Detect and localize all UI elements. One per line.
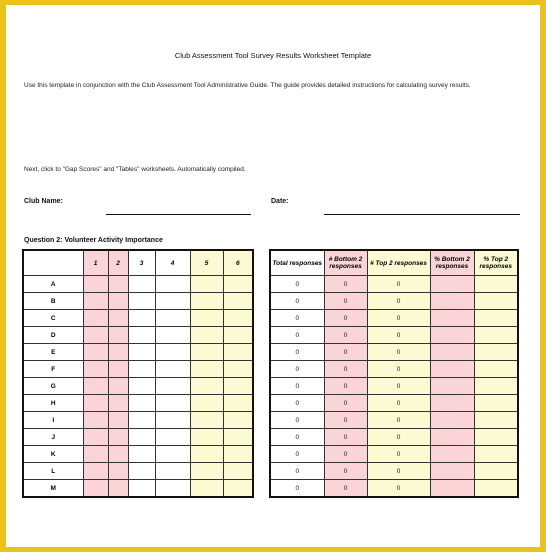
response-cell[interactable] bbox=[155, 293, 190, 310]
table-row bbox=[270, 378, 518, 395]
summary-cell bbox=[474, 463, 518, 480]
response-cell[interactable] bbox=[223, 293, 253, 310]
response-cell[interactable] bbox=[190, 344, 223, 361]
response-cell[interactable] bbox=[108, 276, 128, 293]
response-cell[interactable] bbox=[128, 276, 155, 293]
response-cell[interactable] bbox=[155, 446, 190, 463]
summary-cell bbox=[474, 429, 518, 446]
response-cell[interactable] bbox=[190, 361, 223, 378]
intro-text: Use this template in conjunction with the Club Assessment Tool Administrative Guide. The guide provides detailed instructions for calculating survey results. bbox=[24, 82, 471, 89]
response-cell[interactable] bbox=[155, 480, 190, 498]
response-cell[interactable] bbox=[223, 361, 253, 378]
response-cell[interactable] bbox=[190, 395, 223, 412]
summary-cell: 0 bbox=[367, 480, 430, 498]
summary-cell bbox=[430, 463, 474, 480]
summary-cell bbox=[474, 361, 518, 378]
summary-cell bbox=[430, 480, 474, 498]
summary-header-0: Total responses bbox=[270, 250, 324, 276]
response-cell[interactable] bbox=[223, 378, 253, 395]
summary-cell bbox=[430, 395, 474, 412]
question-title: Question 2: Volunteer Activity Importance bbox=[24, 237, 163, 244]
table-row bbox=[23, 480, 253, 498]
response-cell[interactable] bbox=[128, 429, 155, 446]
response-cell[interactable] bbox=[128, 412, 155, 429]
summary-cell: 0 bbox=[367, 446, 430, 463]
date-field[interactable] bbox=[324, 214, 520, 215]
response-cell[interactable] bbox=[83, 395, 108, 412]
summary-cell bbox=[430, 276, 474, 293]
summary-cell: 0 bbox=[270, 293, 324, 310]
summary-cell: 0 bbox=[324, 429, 367, 446]
summary-cell: 0 bbox=[324, 480, 367, 498]
response-cell[interactable] bbox=[128, 480, 155, 498]
summary-cell bbox=[474, 327, 518, 344]
response-cell[interactable] bbox=[223, 446, 253, 463]
summary-cell bbox=[430, 327, 474, 344]
response-cell[interactable] bbox=[190, 412, 223, 429]
summary-cell bbox=[474, 480, 518, 498]
summary-cell: 0 bbox=[324, 344, 367, 361]
response-cell[interactable] bbox=[223, 395, 253, 412]
response-cell[interactable] bbox=[155, 361, 190, 378]
table-row bbox=[270, 276, 518, 293]
summary-cell: 0 bbox=[270, 344, 324, 361]
response-cell[interactable] bbox=[83, 429, 108, 446]
row-label: I bbox=[23, 412, 83, 429]
response-cell[interactable] bbox=[155, 327, 190, 344]
table-row bbox=[23, 395, 253, 412]
summary-cell: 0 bbox=[324, 361, 367, 378]
response-cell[interactable] bbox=[155, 463, 190, 480]
summary-cell bbox=[430, 293, 474, 310]
worksheet bbox=[6, 5, 540, 547]
summary-header-2: # Top 2 responses bbox=[367, 250, 430, 276]
row-label: J bbox=[23, 429, 83, 446]
summary-cell: 0 bbox=[270, 480, 324, 498]
left-header-6: 6 bbox=[223, 250, 253, 276]
summary-cell bbox=[474, 378, 518, 395]
table-row bbox=[270, 327, 518, 344]
table-row bbox=[270, 480, 518, 498]
row-label: B bbox=[23, 293, 83, 310]
summary-cell: 0 bbox=[324, 327, 367, 344]
table-row bbox=[23, 344, 253, 361]
table-row bbox=[23, 446, 253, 463]
summary-cell: 0 bbox=[270, 378, 324, 395]
summary-cell: 0 bbox=[367, 327, 430, 344]
left-header-2: 2 bbox=[108, 250, 128, 276]
response-cell[interactable] bbox=[128, 446, 155, 463]
summary-cell: 0 bbox=[367, 412, 430, 429]
summary-cell: 0 bbox=[367, 361, 430, 378]
table-row bbox=[23, 378, 253, 395]
summary-cell bbox=[430, 361, 474, 378]
table-row bbox=[270, 463, 518, 480]
date-label: Date: bbox=[271, 198, 289, 205]
table-row bbox=[270, 361, 518, 378]
summary-cell bbox=[474, 446, 518, 463]
response-cell[interactable] bbox=[128, 463, 155, 480]
summary-cell bbox=[474, 395, 518, 412]
response-cell[interactable] bbox=[108, 463, 128, 480]
club-name-label: Club Name: bbox=[24, 198, 63, 205]
table-row bbox=[23, 276, 253, 293]
response-cell[interactable] bbox=[83, 378, 108, 395]
table-row bbox=[23, 327, 253, 344]
table-row bbox=[23, 429, 253, 446]
table-row bbox=[270, 412, 518, 429]
summary-cell: 0 bbox=[324, 378, 367, 395]
response-cell[interactable] bbox=[128, 344, 155, 361]
response-cell[interactable] bbox=[128, 310, 155, 327]
response-count-table bbox=[22, 249, 254, 498]
response-cell[interactable] bbox=[190, 463, 223, 480]
summary-cell bbox=[430, 344, 474, 361]
table-row bbox=[23, 361, 253, 378]
response-cell[interactable] bbox=[190, 293, 223, 310]
response-cell[interactable] bbox=[108, 361, 128, 378]
summary-cell bbox=[474, 276, 518, 293]
response-cell[interactable] bbox=[108, 327, 128, 344]
response-cell[interactable] bbox=[223, 480, 253, 498]
summary-cell: 0 bbox=[270, 463, 324, 480]
summary-cell: 0 bbox=[270, 276, 324, 293]
response-cell[interactable] bbox=[190, 276, 223, 293]
row-label: D bbox=[23, 327, 83, 344]
summary-cell: 0 bbox=[324, 395, 367, 412]
response-cell[interactable] bbox=[83, 327, 108, 344]
table-row bbox=[23, 412, 253, 429]
summary-cell bbox=[474, 310, 518, 327]
response-cell[interactable] bbox=[223, 463, 253, 480]
summary-cell bbox=[430, 310, 474, 327]
left-header-5: 5 bbox=[190, 250, 223, 276]
response-cell[interactable] bbox=[83, 480, 108, 498]
summary-cell: 0 bbox=[367, 276, 430, 293]
summary-cell: 0 bbox=[367, 463, 430, 480]
summary-cell: 0 bbox=[270, 446, 324, 463]
summary-cell: 0 bbox=[270, 310, 324, 327]
summary-cell: 0 bbox=[367, 429, 430, 446]
table-row bbox=[23, 310, 253, 327]
response-cell[interactable] bbox=[190, 429, 223, 446]
response-cell[interactable] bbox=[190, 327, 223, 344]
row-label: L bbox=[23, 463, 83, 480]
summary-cell: 0 bbox=[270, 327, 324, 344]
summary-cell bbox=[430, 412, 474, 429]
response-cell[interactable] bbox=[83, 446, 108, 463]
response-cell[interactable] bbox=[190, 480, 223, 498]
response-cell[interactable] bbox=[223, 276, 253, 293]
summary-cell bbox=[430, 429, 474, 446]
left-header-3: 3 bbox=[128, 250, 155, 276]
row-label: F bbox=[23, 361, 83, 378]
response-cell[interactable] bbox=[128, 378, 155, 395]
summary-cell: 0 bbox=[270, 412, 324, 429]
response-cell[interactable] bbox=[223, 327, 253, 344]
response-cell[interactable] bbox=[83, 293, 108, 310]
table-row bbox=[270, 429, 518, 446]
response-cell[interactable] bbox=[155, 412, 190, 429]
response-cell[interactable] bbox=[155, 310, 190, 327]
row-label: H bbox=[23, 395, 83, 412]
next-note: Next, click to "Gap Scores" and "Tables" worksheets. Automatically compiled. bbox=[24, 166, 246, 173]
response-cell[interactable] bbox=[155, 344, 190, 361]
table-row bbox=[270, 395, 518, 412]
response-cell[interactable] bbox=[108, 412, 128, 429]
response-cell[interactable] bbox=[83, 463, 108, 480]
summary-table bbox=[269, 249, 519, 498]
row-label: C bbox=[23, 310, 83, 327]
summary-cell: 0 bbox=[270, 395, 324, 412]
response-cell[interactable] bbox=[155, 378, 190, 395]
response-cell[interactable] bbox=[83, 412, 108, 429]
response-cell[interactable] bbox=[223, 310, 253, 327]
response-cell[interactable] bbox=[108, 344, 128, 361]
response-cell[interactable] bbox=[128, 395, 155, 412]
summary-cell: 0 bbox=[324, 293, 367, 310]
response-cell[interactable] bbox=[108, 310, 128, 327]
row-label: K bbox=[23, 446, 83, 463]
summary-cell: 0 bbox=[324, 412, 367, 429]
response-cell[interactable] bbox=[128, 327, 155, 344]
summary-cell bbox=[474, 344, 518, 361]
response-cell[interactable] bbox=[108, 429, 128, 446]
summary-cell: 0 bbox=[324, 463, 367, 480]
response-cell[interactable] bbox=[155, 429, 190, 446]
response-cell[interactable] bbox=[190, 446, 223, 463]
row-label: M bbox=[23, 480, 83, 498]
summary-header-3: % Bottom 2 responses bbox=[430, 250, 474, 276]
summary-cell bbox=[474, 293, 518, 310]
summary-header-1: # Bottom 2 responses bbox=[324, 250, 367, 276]
response-cell[interactable] bbox=[108, 480, 128, 498]
summary-cell: 0 bbox=[324, 446, 367, 463]
page-title: Club Assessment Tool Survey Results Worksheet Template bbox=[174, 51, 372, 60]
club-name-field[interactable] bbox=[106, 214, 251, 215]
left-header-4: 4 bbox=[155, 250, 190, 276]
response-cell[interactable] bbox=[108, 378, 128, 395]
response-cell[interactable] bbox=[155, 395, 190, 412]
summary-header-4: % Top 2 responses bbox=[474, 250, 518, 276]
response-cell[interactable] bbox=[223, 429, 253, 446]
response-cell[interactable] bbox=[108, 446, 128, 463]
table-row bbox=[270, 293, 518, 310]
response-cell[interactable] bbox=[83, 344, 108, 361]
summary-cell: 0 bbox=[367, 310, 430, 327]
summary-cell bbox=[474, 412, 518, 429]
summary-cell: 0 bbox=[367, 378, 430, 395]
summary-cell: 0 bbox=[367, 344, 430, 361]
response-cell[interactable] bbox=[223, 344, 253, 361]
response-cell[interactable] bbox=[83, 361, 108, 378]
table-row bbox=[270, 344, 518, 361]
response-cell[interactable] bbox=[190, 310, 223, 327]
table-row bbox=[270, 446, 518, 463]
response-cell[interactable] bbox=[155, 276, 190, 293]
response-cell[interactable] bbox=[108, 293, 128, 310]
summary-cell: 0 bbox=[324, 310, 367, 327]
summary-cell: 0 bbox=[270, 429, 324, 446]
response-cell[interactable] bbox=[83, 310, 108, 327]
summary-cell: 0 bbox=[270, 361, 324, 378]
row-label: G bbox=[23, 378, 83, 395]
left-header-1: 1 bbox=[83, 250, 108, 276]
summary-cell: 0 bbox=[367, 293, 430, 310]
response-cell[interactable] bbox=[83, 276, 108, 293]
response-cell[interactable] bbox=[128, 293, 155, 310]
summary-cell bbox=[430, 378, 474, 395]
table-row bbox=[23, 293, 253, 310]
row-label: A bbox=[23, 276, 83, 293]
left-header-0 bbox=[23, 250, 83, 276]
summary-cell: 0 bbox=[324, 276, 367, 293]
response-cell[interactable] bbox=[128, 361, 155, 378]
response-cell[interactable] bbox=[223, 412, 253, 429]
response-cell[interactable] bbox=[190, 378, 223, 395]
summary-cell bbox=[430, 446, 474, 463]
summary-cell: 0 bbox=[367, 395, 430, 412]
row-label: E bbox=[23, 344, 83, 361]
table-row bbox=[23, 463, 253, 480]
table-row bbox=[270, 310, 518, 327]
response-cell[interactable] bbox=[108, 395, 128, 412]
